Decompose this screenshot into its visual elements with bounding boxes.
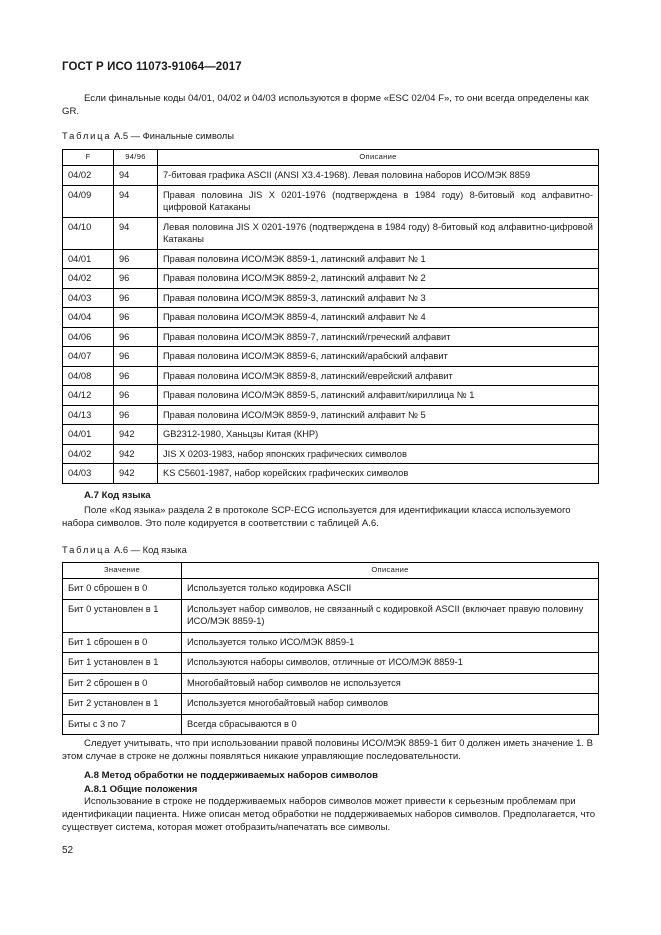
table-row xyxy=(63,694,599,715)
cell-description: Правая половина ИСО/МЭК 8859-8, латинский/еврейский алфавит xyxy=(158,366,599,386)
table-row xyxy=(63,653,599,674)
cell-set-size: 96 xyxy=(114,288,158,308)
cell-set-size: 96 xyxy=(114,269,158,289)
section-a7-heading: А.7 Код языка xyxy=(84,490,151,501)
cell-description: Правая половина ИСО/МЭК 8859-2, латинский алфавит № 2 xyxy=(158,269,599,289)
cell-set-size: 96 xyxy=(114,347,158,367)
cell-description: Правая половина ИСО/МЭК 8859-3, латинский алфавит № 3 xyxy=(158,288,599,308)
table-row xyxy=(63,714,599,735)
cell-value: Бит 2 сброшен в 0 xyxy=(63,673,182,694)
cell-description: Правая половина ИСО/МЭК 8859-5, латинский алфавит/кириллица № 1 xyxy=(158,386,599,406)
cell-final-code: 04/03 xyxy=(63,464,114,484)
cell-description: Правая половина ИСО/МЭК 8859-1, латинский алфавит № 1 xyxy=(158,249,599,269)
cell-description: Правая половина ИСО/МЭК 8859-4, латинский алфавит № 4 xyxy=(158,308,599,328)
cell-final-code: 04/12 xyxy=(63,386,114,406)
cell-description: Левая половина JIS X 0201-1976 (подтверждена в 1984 году) 8-битовый код алфавитно-цифровой Катаканы xyxy=(158,217,599,249)
cell-description: Используется только кодировка ASCII xyxy=(182,579,599,600)
table-row xyxy=(63,166,599,186)
cell-description: Правая половина ИСО/МЭК 8859-9, латинский алфавит № 5 xyxy=(158,405,599,425)
table-a6-header-row xyxy=(63,563,599,579)
cell-description: KS C5601-1987, набор корейских графических символов xyxy=(158,464,599,484)
cell-description: Всегда сбрасываются в 0 xyxy=(182,714,599,735)
cell-final-code: 04/09 xyxy=(63,185,114,217)
table-a6-header-value: Значение xyxy=(63,563,182,579)
table-a6-header-description: Описание xyxy=(182,563,599,579)
cell-set-size: 96 xyxy=(114,327,158,347)
table-a5-caption-label: Таблица xyxy=(62,130,112,141)
table-row xyxy=(63,673,599,694)
table-a5-header-description: Описание xyxy=(158,150,599,166)
cell-description: JIS X 0203-1983, набор японских графических символов xyxy=(158,444,599,464)
cell-set-size: 96 xyxy=(114,405,158,425)
cell-description: Многобайтовый набор символов не используется xyxy=(182,673,599,694)
table-row xyxy=(63,269,599,289)
cell-value: Бит 0 сброшен в 0 xyxy=(63,579,182,600)
cell-final-code: 04/04 xyxy=(63,308,114,328)
cell-set-size: 942 xyxy=(114,464,158,484)
table-row xyxy=(63,347,599,367)
table-row xyxy=(63,185,599,217)
cell-description: Используется только ИСО/МЭК 8859-1 xyxy=(182,632,599,653)
table-row xyxy=(63,288,599,308)
cell-final-code: 04/10 xyxy=(63,217,114,249)
cell-set-size: 96 xyxy=(114,386,158,406)
cell-set-size: 94 xyxy=(114,185,158,217)
table-row xyxy=(63,249,599,269)
table-a6-caption xyxy=(62,544,187,555)
section-a7-paragraph: Поле «Код языка» раздела 2 в протоколе SCP-ECG используется для идентификации класса используемого набора символов. Это поле кодируется в соответствии с таблицей А.6. xyxy=(62,505,571,529)
cell-final-code: 04/01 xyxy=(63,425,114,445)
cell-set-size: 942 xyxy=(114,425,158,445)
cell-description: Правая половина ИСО/МЭК 8859-6, латинский/арабский алфавит xyxy=(158,347,599,367)
cell-set-size: 94 xyxy=(114,166,158,186)
table-row xyxy=(63,217,599,249)
table-a6-caption-label: Таблица xyxy=(62,544,112,555)
cell-description: Используется многобайтовый набор символов xyxy=(182,694,599,715)
table-row xyxy=(63,444,599,464)
cell-final-code: 04/07 xyxy=(63,347,114,367)
cell-value: Бит 2 установлен в 1 xyxy=(63,694,182,715)
page-number: 52 xyxy=(62,845,74,856)
table-a6 xyxy=(62,562,599,735)
cell-value: Бит 0 установлен в 1 xyxy=(63,599,182,632)
cell-description: Используются наборы символов, отличные от ИСО/МЭК 8859-1 xyxy=(182,653,599,674)
table-a5 xyxy=(62,149,599,484)
table-row xyxy=(63,425,599,445)
table-row xyxy=(63,464,599,484)
table-a5-header-9496: 94/96 xyxy=(114,150,158,166)
cell-final-code: 04/06 xyxy=(63,327,114,347)
cell-set-size: 96 xyxy=(114,308,158,328)
table-row xyxy=(63,327,599,347)
cell-description: Правая половина JIS X 0201-1976 (подтверждена в 1984 году) 8-битовый код алфавитно-цифровой Катаканы xyxy=(158,185,599,217)
cell-description: 7-битовая графика ASCII (ANSI X3.4-1968). Левая половина наборов ИСО/МЭК 8859 xyxy=(158,166,599,186)
cell-final-code: 04/01 xyxy=(63,249,114,269)
cell-value: Бит 1 сброшен в 0 xyxy=(63,632,182,653)
table-a5-caption-text: А.5 — Финальные символы xyxy=(113,130,234,141)
table-a6-caption-text: А.6 — Код языка xyxy=(113,544,187,555)
cell-set-size: 94 xyxy=(114,217,158,249)
cell-final-code: 04/02 xyxy=(63,269,114,289)
table-a5-caption xyxy=(62,130,234,141)
table-row xyxy=(63,632,599,653)
table-a5-header-f: F xyxy=(63,150,114,166)
cell-final-code: 04/13 xyxy=(63,405,114,425)
table-a5-header-row xyxy=(63,150,599,166)
section-a81-paragraph: Использование в строке не поддерживаемых наборов символов может привести к серьезным проблемам при идентификации пациента. Ниже описан метод обработки не поддерживаемых наборов символов. Предполагается, что существует система, которая может отобразить/напечатать все символы. xyxy=(62,796,596,833)
cell-description: GB2312-1980, Ханьцзы Китая (КНР) xyxy=(158,425,599,445)
cell-description: Использует набор символов, не связанный с кодировкой ASCII (включает правую половину ИСО/МЭК 8859-1) xyxy=(182,599,599,632)
note-paragraph: Следует учитывать, что при использовании правой половины ИСО/МЭК 8859-1 бит 0 должен иметь значение 1. В этом случае в строке не должны появляться никакие управляющие последовательности. xyxy=(62,738,594,762)
table-row xyxy=(63,405,599,425)
cell-description: Правая половина ИСО/МЭК 8859-7, латинский/греческий алфавит xyxy=(158,327,599,347)
cell-final-code: 04/02 xyxy=(63,444,114,464)
table-row xyxy=(63,599,599,632)
cell-final-code: 04/02 xyxy=(63,166,114,186)
cell-value: Бит 1 установлен в 1 xyxy=(63,653,182,674)
standard-title: ГОСТ Р ИСО 11073-91064—2017 xyxy=(62,61,242,73)
section-a8-heading: А.8 Метод обработки не поддерживаемых наборов символов xyxy=(84,770,378,781)
section-a81-heading: А.8.1 Общие положения xyxy=(84,784,198,795)
cell-value: Биты с 3 по 7 xyxy=(63,714,182,735)
intro-paragraph: Если финальные коды 04/01, 04/02 и 04/03 используются в форме «ESC 02/04 F», то они всегда определены как GR. xyxy=(62,93,589,117)
cell-set-size: 96 xyxy=(114,249,158,269)
cell-final-code: 04/08 xyxy=(63,366,114,386)
table-row xyxy=(63,308,599,328)
table-row xyxy=(63,386,599,406)
cell-final-code: 04/03 xyxy=(63,288,114,308)
cell-set-size: 96 xyxy=(114,366,158,386)
table-row xyxy=(63,579,599,600)
table-row xyxy=(63,366,599,386)
cell-set-size: 942 xyxy=(114,444,158,464)
